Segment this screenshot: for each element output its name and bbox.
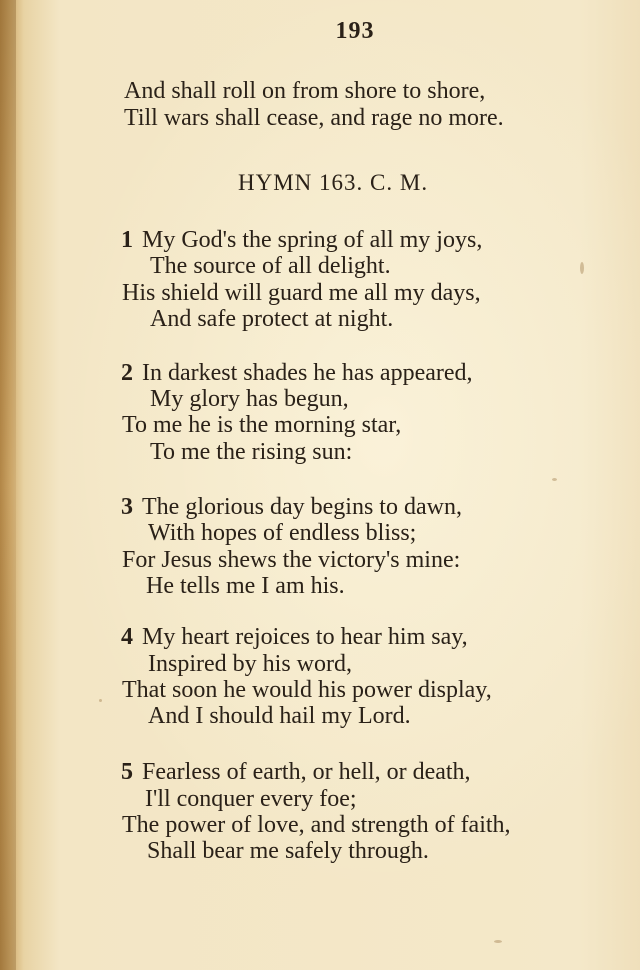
stanza-line-text: The glorious day begins to dawn, — [142, 494, 462, 520]
stanza-line: His shield will guard me all my days, — [122, 280, 481, 306]
continuation-line-2: Till wars shall cease, and rage no more. — [124, 105, 504, 131]
stanza-number: 2 — [121, 360, 133, 386]
hymn-title: HYMN 163. C. M. — [238, 170, 429, 195]
stanza-number: 4 — [121, 624, 133, 650]
stanza-line: To me the rising sun: — [150, 439, 353, 465]
ink-blemish — [580, 262, 584, 274]
ink-blemish — [99, 699, 102, 702]
continuation-line-1: And shall roll on from shore to shore, — [124, 78, 486, 104]
stanza-line: And safe protect at night. — [150, 306, 394, 332]
ink-blemish — [552, 478, 557, 481]
stanza-line: And I should hail my Lord. — [148, 703, 411, 729]
stanza-number: 5 — [121, 759, 133, 785]
stanza-line — [121, 759, 471, 785]
stanza-line: To me he is the morning star, — [122, 412, 402, 438]
ink-blemish — [494, 940, 502, 943]
stanza-line — [121, 227, 482, 253]
stanza-line: The power of love, and strength of faith, — [122, 812, 511, 838]
stanza-line: My glory has begun, — [150, 386, 349, 412]
stanza-line: Shall bear me safely through. — [147, 838, 429, 864]
stanza-line: I'll conquer every foe; — [145, 786, 357, 812]
stanza-number: 3 — [121, 494, 133, 520]
stanza-line: He tells me I am his. — [146, 573, 345, 599]
stanza-line: Inspired by his word, — [148, 651, 352, 677]
stanza-line-text: Fearless of earth, or hell, or death, — [142, 759, 471, 785]
stanza-line: With hopes of endless bliss; — [148, 520, 417, 546]
book-spine-shadow — [0, 0, 16, 970]
stanza-line-text: My God's the spring of all my joys, — [142, 227, 483, 253]
stanza-line — [121, 624, 468, 650]
page-number: 193 — [335, 18, 375, 44]
stanza-line-text: In darkest shades he has appeared, — [142, 360, 473, 386]
stanza-line: For Jesus shews the victory's mine: — [122, 547, 461, 573]
stanza-line: That soon he would his power display, — [122, 677, 492, 703]
stanza-line: The source of all delight. — [150, 253, 391, 279]
stanza-line — [121, 360, 473, 386]
stanza-line — [121, 494, 462, 520]
stanza-number: 1 — [121, 227, 133, 253]
stanza-line-text: My heart rejoices to hear him say, — [142, 624, 468, 650]
